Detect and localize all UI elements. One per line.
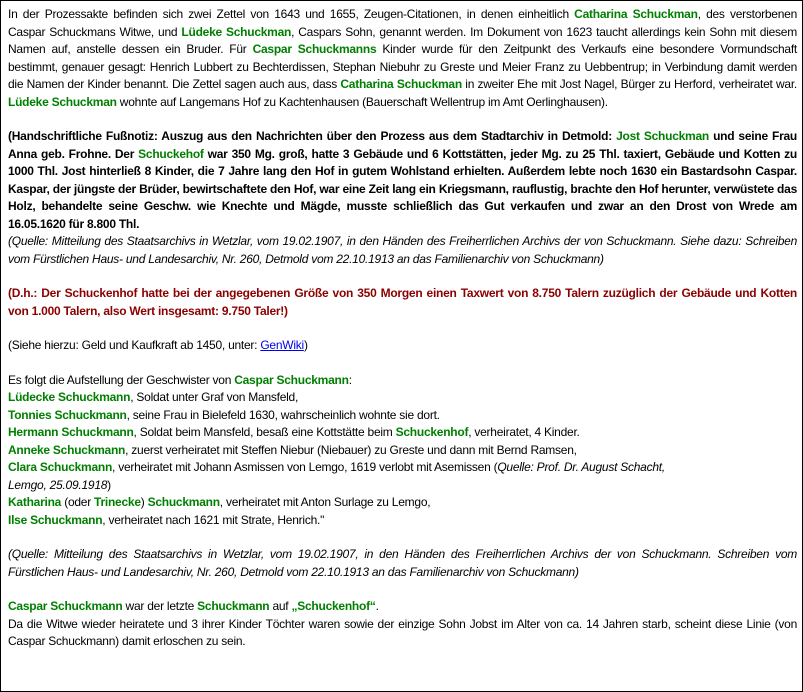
name-catharina: Catharina Schuckman [340,77,462,91]
paragraph-lineage-end: Da die Witwe wieder heiratete und 3 ihrer Kinder Töchter waren sowie der einzige Sohn Jobst im Alter von ca. 14 Jahren starb, scheint diese Linie (von Caspar Schuckmann) damit erloschen zu sein. [8,616,797,648]
text: Kinder wurde für den Zeitpunkt des Verkaufs eine besondere Vormundschaft bestimmt, genauer gesagt: Henrich Lubbert zu Bechterdissen, Stephan Niebuhr zu Greste und Meier Franz zu Uebbentrup; in Verbindung damit werden die Namen der Kinder benannt. Die Zettel sagen auch aus, dass [8,42,798,91]
source-quote: Lemgo, 25.09.1918 [8,477,108,492]
name-schuckenhof: Schuckenhof [395,425,469,439]
document-body [8,6,797,651]
paragraph-footnote [8,128,797,233]
name-schuckmann: Schuckmann [197,599,270,613]
sibling-item [8,512,797,530]
sibling-item-continued [8,477,797,495]
source-quote: Quelle: Prof. Dr. August Schacht, [497,460,665,474]
text: war 350 Mg. groß, hatte 3 Gebäude und 6 Kottstätten, jeder Mg. zu 25 Thl. taxiert, Gebäude und Kotten zu 1000 Thl. Jost hinterließ 8 Kinder, die 7 Jahre lang den Hof in gutem Wohlstand erhielten. Außerdem lebte noch 1630 ein Bastardsohn Caspar. Kaspar, der jüngste der Brüder, bewirtschaftete den Hof, war eine Zeit lang ein Kriegsmann, rauflustig, brachte den Hof herunter, verwüstete das Holz, behandelte seine Geschw. wie Knechte und Mägde, musste schließlich das Gut verkaufen und zwar an den Drost von Wrede am 16.05.1620 für 8.800 Thl. [8,146,798,231]
name-caspar: Caspar Schuckmann [234,372,349,387]
name-caspar: Caspar Schuckmanns [252,42,377,56]
name-schuckmann: Schuckmann [147,495,220,509]
text: war der letzte [122,599,198,613]
sibling-item [8,389,797,407]
name-caspar: Caspar Schuckmann [8,599,123,613]
text: und seine Frau Anna geb. Frohne. Der [8,129,797,161]
sibling-item [8,407,797,425]
spacer [8,268,797,285]
text: in zweiter Ehe mit Jost Nagel, Bürger zu Herford, verheiratet war. [461,77,798,91]
text: , verheiratet, 4 Kinder. [468,425,580,439]
sibling-item [8,459,797,477]
text: , verheiratet mit Johann Asmissen von Lemgo, 1619 verlobt mit Asemissen ( [112,460,498,474]
text: ) [303,338,308,352]
name-luedecke: Lüdecke Schuckmann [8,390,131,404]
spacer [8,581,797,598]
spacer [8,529,797,546]
text: , verheiratet nach 1621 mit Strate, Henrich." [102,512,325,527]
text: : [348,372,352,387]
text: ) [107,477,111,492]
name-trinecke: Trinecke [94,495,141,509]
text: , Soldat beim Mansfeld, besaß eine Kottstätte beim [133,425,396,439]
spacer [8,320,797,337]
name-clara: Clara Schuckmann [8,460,113,474]
spacer [8,111,797,128]
text: , des verstorbenen Caspar Schuckmans Witwe, und [8,7,797,39]
text: , seine Frau in Bielefeld 1630, wahrscheinlich wohnte sie dort. [126,407,440,422]
text: wohnte auf Langemans Hof zu Kachtenhausen (Bauerschaft Wellentrup im Amt Oerlinghausen). [116,94,608,109]
paragraph-conclusion [8,598,797,616]
name-jost: Jost Schuckman [616,129,709,143]
name-luedeke: Lüdeke Schuckman [8,94,117,109]
name-ilse: Ilse Schuckmann [8,512,103,527]
text: . [375,599,379,613]
name-luedeke: Lüdeke Schuckman [181,24,292,39]
paragraph-process-files [8,6,797,111]
name-katharina: Katharina [8,495,62,509]
text: , Soldat unter Graf von Mansfeld, [130,390,299,404]
text: (Siehe hierzu: Geld und Kaufkraft ab 1450, unter: [8,338,261,352]
sibling-item [8,494,797,512]
sibling-item [8,442,797,460]
name-catharina: Catharina Schuckman [574,7,698,21]
text: ) [140,495,148,509]
paragraph-see-also [8,337,797,355]
text: auf [269,599,292,613]
genwiki-link[interactable]: GenWiki [260,338,304,352]
name-hermann: Hermann Schuckmann [8,425,134,439]
sibling-item [8,424,797,442]
text: (oder [61,495,95,509]
text: , Caspars Sohn, genannt werden. Im Dokument von 1623 taucht allerdings kein Sohn mit diesem Namen auf, anstelle dessen ein Bruder. Für [8,24,797,56]
name-tonnies: Tonnies Schuckmann [8,407,127,422]
source-note: (Quelle: Mitteilung des Staatsarchivs in Wetzlar, vom 19.02.1907, in den Händen des Freiherrlichen Archivs der von Schuckmann. Siehe dazu: Schreiben vom Fürstlichen Haus- und Landesarchiv, Nr. 260, Detmold vom 22.10.1913 an das Familienarchiv von Schuckmann) [8,234,797,266]
text: , zuerst verheiratet mit Steffen Niebur (Niebauer) zu Greste und dann mit Bernd Ramsen, [125,442,577,457]
text: , verheiratet mit Anton Surlage zu Lemgo, [219,495,431,509]
name-schuckehof: Schuckehof [138,146,204,161]
name-anneke: Anneke Schuckmann [8,442,126,457]
siblings-intro [8,372,797,390]
source-note: (Quelle: Mitteilung des Staatsarchivs in Wetzlar, vom 19.02.1907, in den Händen des Freiherrlichen Archivs der von Schuckmann. Schreiben vom Fürstlichen Haus- und Landesarchiv, Nr. 260, Detmold vom 22.10.1913 an das Familienarchiv von Schuckmann) [8,547,797,579]
text: Es folgt die Aufstellung der Geschwister von [8,372,235,387]
spacer [8,355,797,372]
paragraph-value-note: (D.h.: Der Schuckenhof hatte bei der angegebenen Größe von 350 Morgen einen Taxwert von 8.750 Talern zuzüglich der Gebäude und Kotten von 1.000 Talern, also Wert insgesamt: 9.750 Taler!) [8,286,797,318]
text: (Handschriftliche Fußnotiz: Auszug aus den Nachrichten über den Prozess aus dem Stadtarchiv in Detmold: [8,129,617,143]
text: In der Prozessakte befinden sich zwei Zettel von 1643 und 1655, Zeugen-Citationen, in denen einheitlich [8,7,575,21]
name-schuckenhof: „Schuckenhof“ [291,599,376,613]
